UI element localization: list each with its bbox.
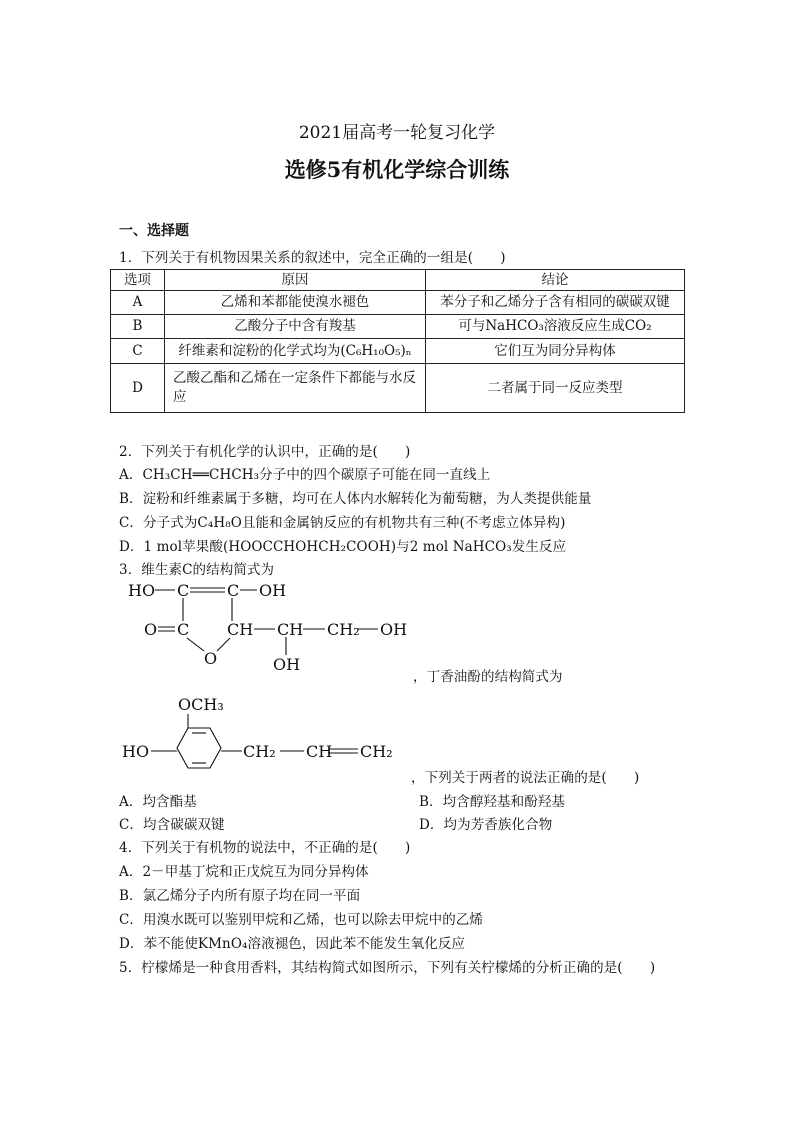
q1-table — [110, 269, 685, 413]
table-row — [111, 339, 685, 364]
q2-option-c: C．分子式为C₄H₈O且能和金属钠反应的有机物共有三种(不考虑立体异构) — [119, 515, 566, 531]
q3-mid-text: ，丁香油酚的结构简式为 — [413, 669, 563, 685]
q3-tail-text: ，下列关于两者的说法正确的是( ) — [411, 770, 640, 786]
table-cell: 苯分子和乙烯分子含有相同的碳碳双键 — [426, 291, 685, 315]
q4-option-a: A．2－甲基丁烷和正戊烷互为同分异构体 — [119, 864, 369, 880]
q1-stem: 1．下列关于有机物因果关系的叙述中，完全正确的一组是( ) — [119, 250, 506, 266]
q4-stem: 4．下列关于有机物的说法中，不正确的是( ) — [119, 840, 411, 856]
eugenol-och3-label: OCH₃ — [178, 695, 224, 714]
table-cell: B — [111, 315, 165, 339]
q4-option-c: C．用溴水既可以鉴别甲烷和乙烯，也可以除去甲烷中的乙烯 — [119, 912, 484, 928]
table-header-cell: 结论 — [426, 270, 685, 291]
table-header-row — [111, 270, 685, 291]
vitamin-c-structure — [120, 578, 420, 678]
q2-option-b: B．淀粉和纤维素属于多糖，均可在人体内水解转化为葡萄糖，为人类提供能量 — [119, 491, 592, 507]
eugenol-ho-label: HO — [122, 742, 150, 761]
vitc-ch-label: CH — [227, 620, 254, 639]
vitc-c1-label: C — [177, 581, 190, 600]
vitc-ring-o-label: O — [204, 649, 218, 668]
table-cell: A — [111, 291, 165, 315]
q4-option-d: D．苯不能使KMnO₄溶液褪色，因此苯不能发生氧化反应 — [119, 936, 466, 952]
eugenol-structure — [120, 690, 420, 782]
table-row — [111, 291, 685, 315]
table-row — [111, 315, 685, 339]
vitc-ch2oh-label: CH₂ — [327, 620, 360, 639]
vitc-oh-label: OH — [259, 581, 287, 600]
section-heading: 一、选择题 — [119, 223, 189, 239]
table-row — [111, 364, 685, 413]
table-cell: 乙酸分子中含有羧基 — [165, 315, 426, 339]
page-title: 2021届高考一轮复习化学 — [298, 123, 496, 143]
vitc-oh3-label: OH — [273, 655, 301, 674]
vitc-o-label: O — [144, 620, 158, 639]
q2-option-d: D．1 mol苹果酸(HOOCCHOHCH₂COOH)与2 mol NaHCO₃发生反应 — [119, 539, 567, 555]
table-cell: 可与NaHCO₃溶液反应生成CO₂ — [426, 315, 685, 339]
q4-option-b: B．氯乙烯分子内所有原子均在同一平面 — [119, 888, 361, 904]
q2-stem: 2．下列关于有机化学的认识中，正确的是( ) — [119, 444, 411, 460]
table-cell: C — [111, 339, 165, 364]
page-subtitle: 选修5有机化学综合训练 — [284, 157, 510, 182]
vitc-ho-label: HO — [128, 581, 156, 600]
eugenol-ch-label: CH — [306, 742, 333, 761]
table-cell: 纤维素和淀粉的化学式均为(C₆H₁₀O₅)ₙ — [165, 339, 426, 364]
q3-option-a: A．均含酯基 — [119, 794, 197, 810]
table-header-cell: 原因 — [165, 270, 426, 291]
vitc-c2-label: C — [227, 581, 240, 600]
table-cell: D — [111, 364, 165, 413]
vitc-ch2-label: CH — [277, 620, 304, 639]
q3-stem: 3．维生素C的结构简式为 — [119, 562, 275, 578]
q5-stem: 5．柠檬烯是一种食用香料，其结构简式如图所示，下列有关柠檬烯的分析正确的是( ) — [119, 960, 656, 976]
q2-option-a: A．CH₃CH══CHCH₃分子中的四个碳原子可能在同一直线上 — [119, 467, 491, 483]
eugenol-ch2-end-label: CH₂ — [360, 742, 393, 761]
table-cell: 乙烯和苯都能使溴水褪色 — [165, 291, 426, 315]
vitc-oh2-label: OH — [380, 620, 408, 639]
table-cell: 乙酸乙酯和乙烯在一定条件下都能与水反应 — [165, 364, 426, 413]
eugenol-ch2-label: CH₂ — [243, 742, 276, 761]
table-header-cell: 选项 — [111, 270, 165, 291]
q3-option-d: D．均为芳香族化合物 — [419, 817, 553, 833]
table-cell: 二者属于同一反应类型 — [426, 364, 685, 413]
q3-option-c: C．均含碳碳双键 — [119, 817, 225, 833]
vitc-c3-label: C — [177, 620, 190, 639]
table-cell: 它们互为同分异构体 — [426, 339, 685, 364]
q3-option-b: B．均含醇羟基和酚羟基 — [419, 794, 566, 810]
